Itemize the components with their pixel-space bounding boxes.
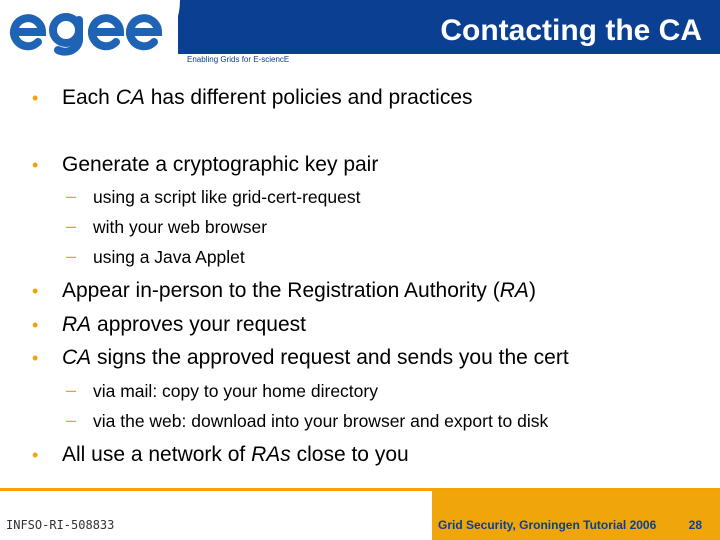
page-title: Contacting the CA <box>440 14 702 47</box>
bullet-dot-icon: • <box>32 88 39 108</box>
bullet-dot-icon: • <box>32 155 39 175</box>
project-code: INFSO-RI-508833 <box>6 518 115 532</box>
talk-title: Grid Security, Groningen Tutorial 2006 <box>438 518 657 532</box>
egee-logo <box>8 6 168 58</box>
bullet-dot-icon: • <box>32 445 39 465</box>
dash-icon: – <box>66 246 77 266</box>
dash-icon: – <box>66 380 77 400</box>
tagline: Enabling Grids for E-sciencE <box>187 55 290 64</box>
bullet-dot-icon: • <box>32 348 39 368</box>
bullet-dot-icon: • <box>32 281 39 301</box>
dash-icon: – <box>66 186 77 206</box>
slide-header <box>0 0 720 64</box>
slide-footer <box>0 488 720 540</box>
logo-box <box>0 0 180 64</box>
dash-icon: – <box>66 410 77 430</box>
page-number: 28 <box>688 518 702 532</box>
dash-icon: – <box>66 216 77 236</box>
bullet-dot-icon: • <box>32 315 39 335</box>
footer-right-panel <box>432 491 720 540</box>
